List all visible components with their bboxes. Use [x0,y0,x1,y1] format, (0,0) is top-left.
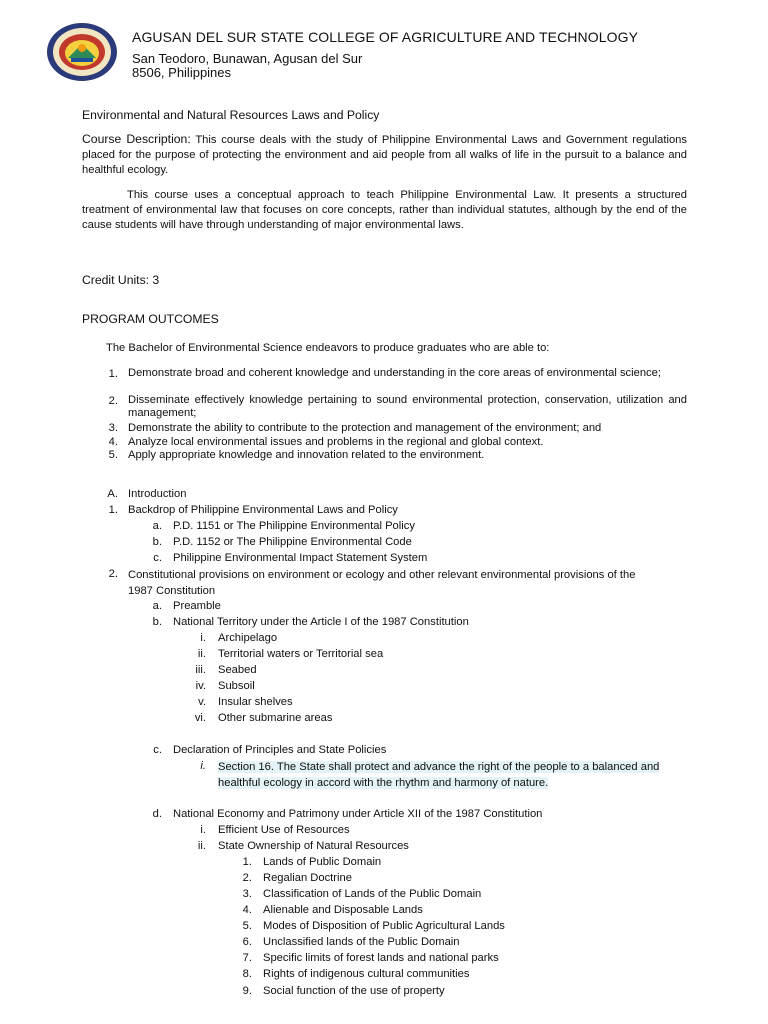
address-line-1: San Teodoro, Bunawan, Agusan del Sur [132,51,363,66]
outline-item: Archipelago [218,632,278,644]
outline-roman: i. [200,824,206,836]
outcome-item: Demonstrate the ability to contribute to the protection and management of the environment; and [128,422,602,434]
outline-item: Modes of Disposition of Public Agricultural Lands [263,920,505,932]
outline-item: Specific limits of forest lands and national parks [263,952,499,964]
outline-item: Territorial waters or Territorial sea [218,648,384,660]
outline-roman: vi. [194,712,206,724]
outline-roman: iv. [195,680,206,692]
outline-item: P.D. 1152 or The Philippine Environmental Code [173,536,412,548]
outcome-item: Analyze local environmental issues and problems in the regional and global context. [128,436,544,448]
outline-item: Regalian Doctrine [263,872,352,884]
outline-item: National Economy and Patrimony under Article XII of the 1987 Constitution [173,808,543,820]
outline-roman: ii. [197,648,206,660]
course-description-label: Course Description: [82,132,191,146]
outcome-item: Disseminate effectively knowledge pertaining to sound environmental protection, conservation, utilization and management; [128,394,687,419]
outline-number: 4. [242,904,252,916]
outline-item: Social function of the use of property [263,985,445,997]
college-seal [46,22,118,82]
outline-number: 5. [242,920,252,932]
outcome-number: 2. [108,395,118,407]
outline-letter: d. [152,808,162,820]
outcome-number: 5. [108,449,118,461]
outline-letter: a. [152,520,162,532]
outline-item: Subsoil [218,680,255,692]
outline-letter: c. [153,552,162,564]
outline-letter: c. [153,744,162,756]
outcome-number: 4. [108,436,118,448]
outline-item: Rights of indigenous cultural communities [263,968,470,980]
outline-roman: i. [200,632,206,644]
outline-item: Other submarine areas [218,712,333,724]
outline-item: Lands of Public Domain [263,856,382,868]
outline-roman: ii. [197,840,206,852]
outline-item: Backdrop of Philippine Environmental Laws and Policy [128,504,398,516]
outline-item: National Territory under the Article I of the 1987 Constitution [173,616,469,628]
outline-roman: iii. [195,664,206,676]
course-approach: This course uses a conceptual approach to teach Philippine Environmental Law. It presents a structured treatment of environmental law that focuses on core concepts, rather than individual statutes, although by the end of the cause students will have through understanding of major environmental laws. [82,189,687,232]
outline-item: Unclassified lands of the Public Domain [263,936,460,948]
program-outcomes-heading: PROGRAM OUTCOMES [82,312,219,326]
outline-item: Declaration of Principles and State Policies [173,744,387,756]
outline-item: Efficient Use of Resources [218,824,350,836]
program-outcomes-intro: The Bachelor of Environmental Science endeavors to produce graduates who are able to: [106,342,550,354]
outline-item: State Ownership of Natural Resources [218,840,409,852]
outcome-number: 1. [108,368,118,380]
outline-item: P.D. 1151 or The Philippine Environmental Policy [173,520,415,532]
outline-roman: v. [198,696,206,708]
outline-number: 2. [242,872,252,884]
outline-number: 9. [242,985,252,997]
outline-roman: i. [200,760,206,772]
section-label: A. [107,488,118,500]
outcome-item: Apply appropriate knowledge and innovation related to the environment. [128,449,485,461]
outcome-item: Demonstrate broad and coherent knowledge and understanding in the core areas of environmental science; [128,367,661,379]
outline-item: Classification of Lands of the Public Domain [263,888,482,900]
outline-number: 7. [242,952,252,964]
outline-number: 8. [242,968,252,980]
section-title: Introduction [128,488,187,500]
course-description [82,132,687,179]
credit-units: Credit Units: 3 [82,273,160,287]
outline-item: Seabed [218,664,257,676]
outline-number: 6. [242,936,252,948]
outline-number: 1. [108,504,118,516]
address-line-2: 8506, Philippines [132,65,232,80]
institution-name: AGUSAN DEL SUR STATE COLLEGE OF AGRICULTURE AND TECHNOLOGY [132,29,639,45]
course-title: Environmental and Natural Resources Laws and Policy [82,108,380,122]
outcome-number: 3. [108,422,118,434]
outline-number: 2. [108,568,118,580]
outline-number: 3. [242,888,252,900]
outline-item: Alienable and Disposable Lands [263,904,423,916]
outline-item: Constitutional provisions on environment or ecology and other relevant environmental provisions of the 1987 Constitution [128,569,636,597]
outline-number: 1. [242,856,252,868]
course-description-text: This course deals with the study of Philippine Environmental Laws and Government regulations placed for the purpose of protecting the environment and aid people from all walks of life in the pursuit to a balance and healthful ecology. [82,134,687,177]
outline-item: Insular shelves [218,696,293,708]
section-16-text [218,759,678,791]
outline-letter: a. [152,600,162,612]
highlighted-text: Section 16. The State shall protect and advance the right of the people to a balanced and healthful ecology in accord with the rhythm and harmony of nature. [218,761,660,789]
outline-letter: b. [152,616,162,628]
outline-letter: b. [152,536,162,548]
outline-item: Philippine Environmental Impact Statement System [173,552,428,564]
outline-item: Preamble [173,600,221,612]
